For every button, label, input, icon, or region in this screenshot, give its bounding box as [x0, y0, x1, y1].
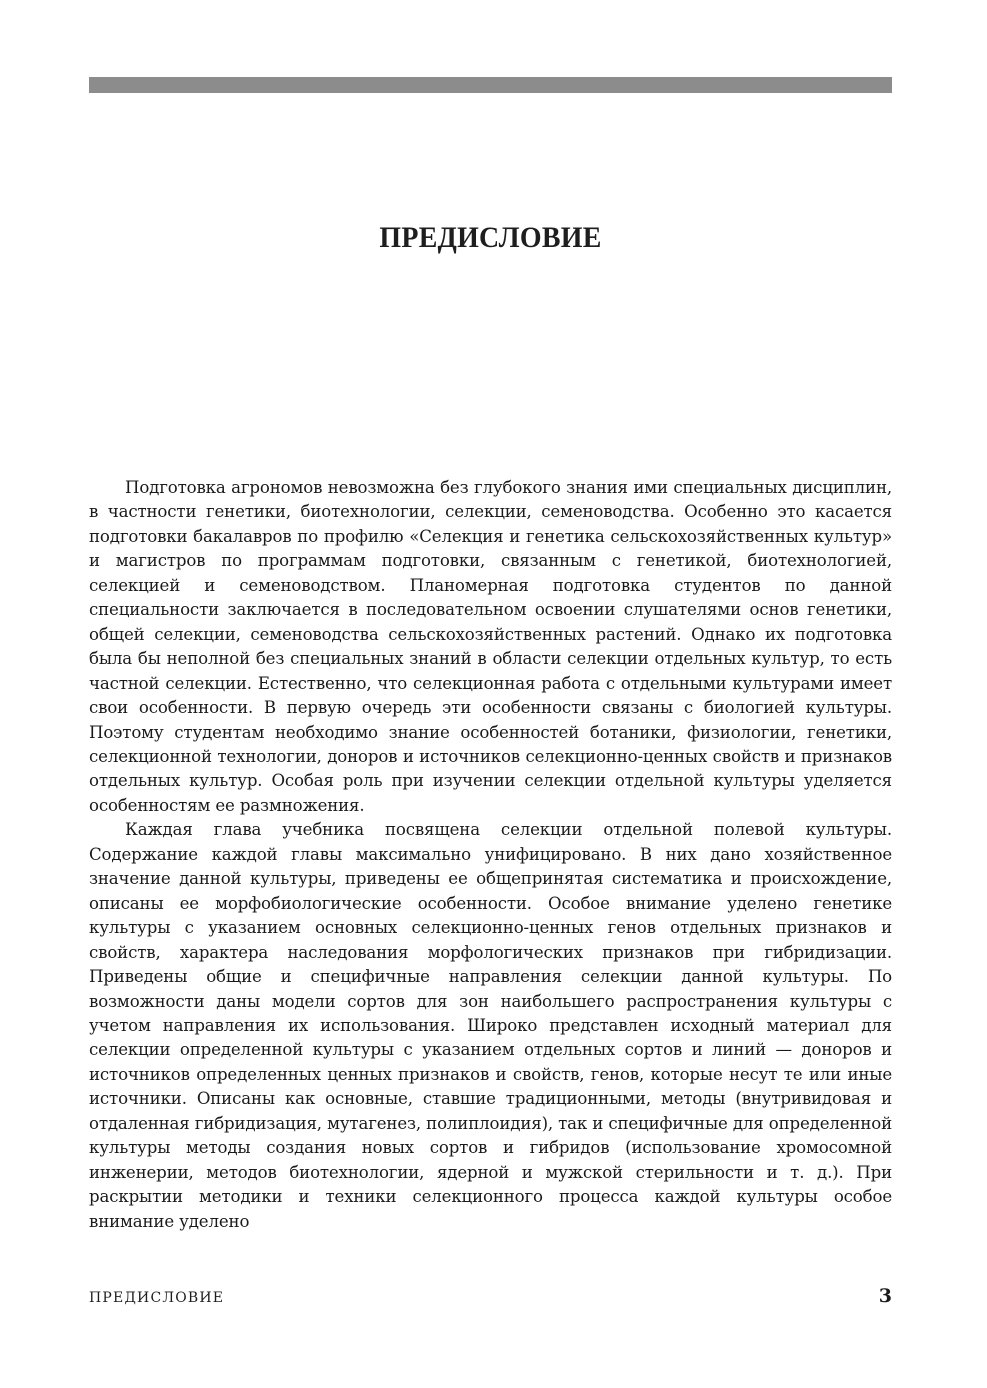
running-footer-title: ПРЕДИСЛОВИЕ	[89, 1290, 225, 1306]
paragraph-2: Каждая глава учебника посвящена селекции отдельной полевой культуры. Содержание каждой главы максимально унифицировано. В них дано хозяйственное значение данной культуры, приведены ее общепринятая систематика и происхождение, описаны ее морфобиологические особенности. Особое внимание уделено генетике культуры с указанием основных селекционно-ценных генов отдельных признаков и свойств, характера наследования морфологических признаков при гибридизации. Приведены общие и специфичные направления селекции данной культуры. По возможности даны модели сортов для зон наибольшего распространения культуры с учетом направления их использования. Широко представлен исходный материал для селекции определенной культуры с указанием отдельных сортов и линий — доноров и источников определенных ценных признаков и свойств, генов, которые несут те или иные источники. Описаны как основные, ставшие традиционными, методы (внутривидовая и отдаленная гибридизация, мутагенез, полиплоидия), так и специфичные для определенной культуры методы создания новых сортов и гибридов (использование хромосомной инженерии, методов биотехнологии, ядерной и мужской стерильности и т. д.). При раскрытии методики и техники селекционного процесса каждой культуры особое внимание уделено	[89, 820, 892, 1231]
page-number: 3	[878, 1285, 892, 1307]
paragraph-1: Подготовка агрономов невозможна без глубокого знания ими специальных дисциплин, в частности генетики, биотехнологии, селекции, семеноводства. Особенно это касается подготовки бакалавров по профилю «Селекция и генетика сельскохозяйственных культур» и магистров по программам подготовки, связанным с генетикой, биотехнологией, селекцией и семеноводством. Планомерная подготовка студентов по данной специальности заключается в последовательном освоении слушателями основ генетики, общей селекции, семеноводства сельскохозяйственных растений. Однако их подготовка была бы неполной без специальных знаний в области селекции отдельных культур, то есть частной селекции. Естественно, что селекционная работа с отдельными культурами имеет свои особенности. В первую очередь эти особенности связаны с биологией культуры. Поэтому студентам необходимо знание особенностей ботаники, физиологии, генетики, селекционной технологии, доноров и источников селекционно-ценных свойств и признаков отдельных культур. Особая роль при изучении селекции отдельной культуры уделяется особенностям ее размножения.	[89, 478, 892, 815]
header-rule	[89, 77, 892, 93]
chapter-title: ПРЕДИСЛОВИЕ	[379, 221, 602, 254]
body-text	[89, 476, 892, 1234]
